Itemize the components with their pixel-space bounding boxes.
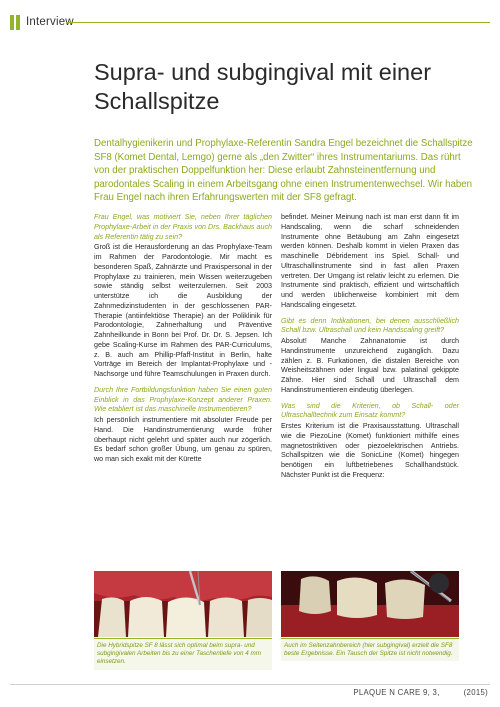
section-header [10,14,74,30]
article-intro: Dentalhygienikerin und Prophylaxe-Referentin Sandra Engel bezeichnet die Schallspitze SF8 (Komet Dental, Lemgo) gerne als „den Zwitter“ ihres Instrumentariums. Das rührt von der praktischen Doppelfunktion her: Diese erlaubt Zahnsteinentfernung und parodontales Scaling in einem Arbeitsgang ohne einen Instrumentenwechsel. Wir haben Frau Engel nach ihren Erfahrungswerten mit der SF8 gefragt. [94,138,473,204]
left-column [94,213,272,466]
photo-caption-right: Auch im Seitenzahnbereich (hier subgingival) erzielt die SF8 beste Ergebnisse. Ein Tausch der Spitze ist nicht notwendig. [281,638,459,661]
front-teeth-illustration [94,571,272,637]
photo-caption-left: Die Hybridspitze SF 8 lässt sich optimal beim supra- und subgingivalen Arbeiten bis zu einer Taschentiefe von 4 mm einsetzen. [94,638,272,670]
section-label: Interview [26,16,74,28]
dental-photo-front-teeth [94,571,272,637]
interview-answer: Absolut! Manche Zahnanatomie ist durch Handinstrumente unzureichend zugänglich. Dazu zählen z. B. Furkationen, die distalen Bereiche von Weisheitszähnen oder lingual bzw. palatinal gekippte Zähne. Hier sind Schall und Ultraschall dem Handinstrumentieren eindeutig überlegen. [281,337,459,394]
interview-question: Durch Ihre Fortbildungsfunktion haben Sie einen guten Einblick in das Prophylaxe-Konzept anderer Praxen. Wie etabliert ist das maschinelle Instrumentieren? [94,385,272,414]
dental-photo-molar-region [281,571,459,637]
interview-answer: befindet. Meiner Meinung nach ist man erst dann fit im Handscaling, wenn die scharf schneidenden Instrumente ohne Betäubung am Zahn eingesetzt werden können. Deshalb kommt in vielen Praxen das maschinelle Débridement ins Spiel. Schall- und Ultraschallinstrumente sind in fast allen Praxen vertreten. Der Umgang ist relativ leicht zu erlernen. Die Instrumente sind praktisch, effizient und wirtschaftlich und werden üblicherweise kombiniert mit dem Handscaling eingesetzt. [281,213,459,309]
section-marker-icon [10,15,20,30]
journal-year: (2015) [463,688,488,697]
header-rule [66,22,490,23]
footer-rule [10,684,490,685]
interview-question: Frau Engel, was motiviert Sie, neben Ihrer täglichen Prophylaxe-Arbeit in der Praxis von Drs. Backhaus auch als Referentin tätig zu sein? [94,213,272,241]
article-title: Supra- und subgingival mit einer Schallspitze [94,59,432,114]
page-footer [353,688,488,697]
molar-illustration [281,571,459,637]
interview-question: Gibt es denn Indikationen, bei denen ausschließlich Schall bzw. Ultraschall und kein Handscaling greift? [281,316,459,335]
right-column [281,213,459,482]
interview-question: Was sind die Kriterien, ob Schall- oder Ultraschalltechnik zum Einsatz kommt? [281,401,459,420]
interview-answer: Groß ist die Herausforderung an das Prophylaxe-Team im Rahmen der Parodontologie. Mir macht es besonderen Spaß, Zahnärzte und Praxispersonal in der Prophylaxe zu trainieren, mein Wissen weiterzugeben sowie ständig selbst weiterzulernen. Seit 2003 unterstütze ich die Ausbildung der Zahnmedizinstudenten in der geschlossenen PAR-Therapie (antiinfektiöse Therapie) an der Poliklinik für Parodontologie, Zahnerhaltung und Präventive Zahnheilkunde in Bonn bei Prof. Dr. Dr. S. Jepsen. Ich gebe Scaling-Kurse im Rahmen des PAR-Curriculums, z. B. auch am Phillip-Pfaff-Institut in Berlin, halte Vorträge im Bereich der Implantat-Prophylaxe und -Nachsorge und führe Teamschulungen in Praxen durch. [94,243,272,378]
interview-answer: Erstes Kriterium ist die Praxisausstattung. Ultraschall wie die PiezoLine (Komet) funktioniert mithilfe eines magnetostriktiven oder piezoelektrischen Antriebs. Schallspitzen wie die SonicLine (Komet) hingegen benötigen ein luftbetriebenes Schallhandstück. Nächster Punkt ist die Frequenz: [281,422,459,479]
journal-name: PLAQUE N CARE 9, 3, [353,688,440,697]
interview-answer: Ich persönlich instrumentiere mit absoluter Freude per Hand. Die Handinstrumentierung wurde früher überhaupt nicht gelehrt und später auch nur zögerlich. Es bedarf schon großer Übung, um genau zu spüren, wo man sich exakt mit der Kürette [94,416,272,463]
